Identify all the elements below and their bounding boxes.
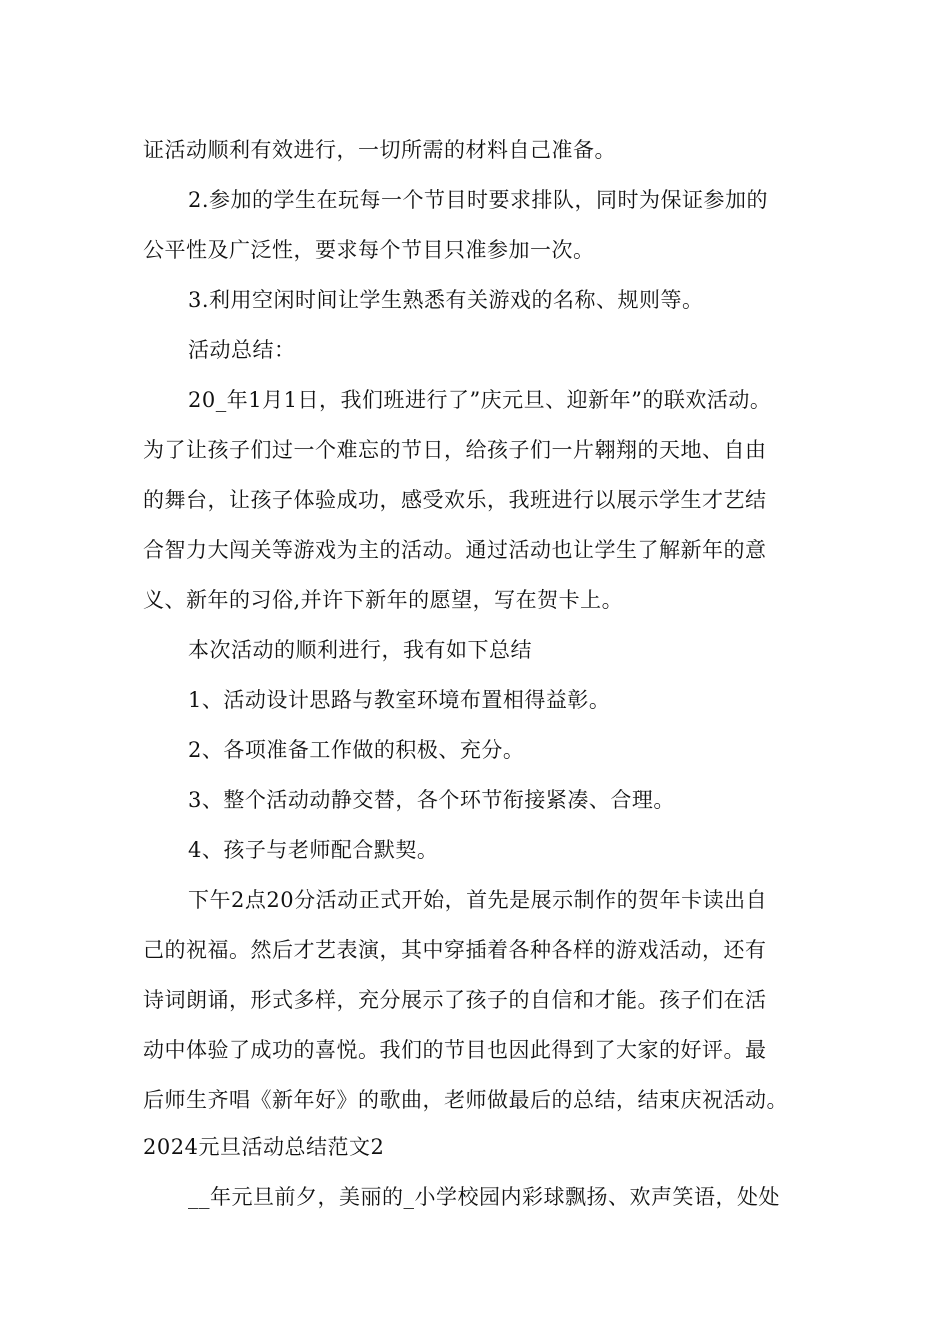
text-line: 诗词朗诵，形式多样，充分展示了孩子的自信和才能。孩子们在活 — [143, 988, 767, 1012]
text-line: 的舞台，让孩子体验成功，感受欢乐，我班进行以展示学生才艺结 — [143, 488, 767, 512]
text-line: 3.利用空闲时间让学生熟悉有关游戏的名称、规则等。 — [188, 288, 704, 312]
text-line: 下午2点20分活动正式开始，首先是展示制作的贺年卡读出自 — [188, 888, 768, 912]
text-line: 证活动顺利有效进行，一切所需的材料自己准备。 — [143, 138, 616, 162]
list-item: 2、各项准备工作做的积极、充分。 — [188, 738, 525, 762]
text-line: __年元旦前夕，美丽的_小学校园内彩球飘扬、欢声笑语，处处 — [188, 1185, 780, 1209]
list-item: 1、活动设计思路与教室环境布置相得益彰。 — [188, 688, 611, 712]
text-line: 本次活动的顺利进行，我有如下总结 — [188, 638, 532, 662]
text-line: 合智力大闯关等游戏为主的活动。通过活动也让学生了解新年的意 — [143, 538, 767, 562]
list-item: 4、孩子与老师配合默契。 — [188, 838, 439, 862]
text-line: 2.参加的学生在玩每一个节目时要求排队，同时为保证参加的 — [188, 188, 769, 212]
text-line: 己的祝福。然后才艺表演，其中穿插着各种各样的游戏活动，还有 — [143, 938, 767, 962]
text-line: 为了让孩子们过一个难忘的节日，给孩子们一片翱翔的天地、自由 — [143, 438, 767, 462]
text-line: 动中体验了成功的喜悦。我们的节目也因此得到了大家的好评。最 — [143, 1038, 767, 1062]
section-title: 2024元旦活动总结范文2 — [143, 1135, 385, 1159]
text-line: 公平性及广泛性，要求每个节目只准参加一次。 — [143, 238, 595, 262]
section-heading: 活动总结： — [188, 338, 296, 362]
text-line: 义、新年的习俗,并许下新年的愿望，写在贺卡上。 — [143, 588, 624, 612]
list-item: 3、整个活动动静交替，各个环节衔接紧凑、合理。 — [188, 788, 675, 812]
text-line: 后师生齐唱《新年好》的歌曲，老师做最后的总结，结束庆祝活动。 — [143, 1088, 788, 1112]
text-line: 20_年1月1日，我们班进行了”庆元旦、迎新年”的联欢活动。 — [188, 388, 772, 412]
